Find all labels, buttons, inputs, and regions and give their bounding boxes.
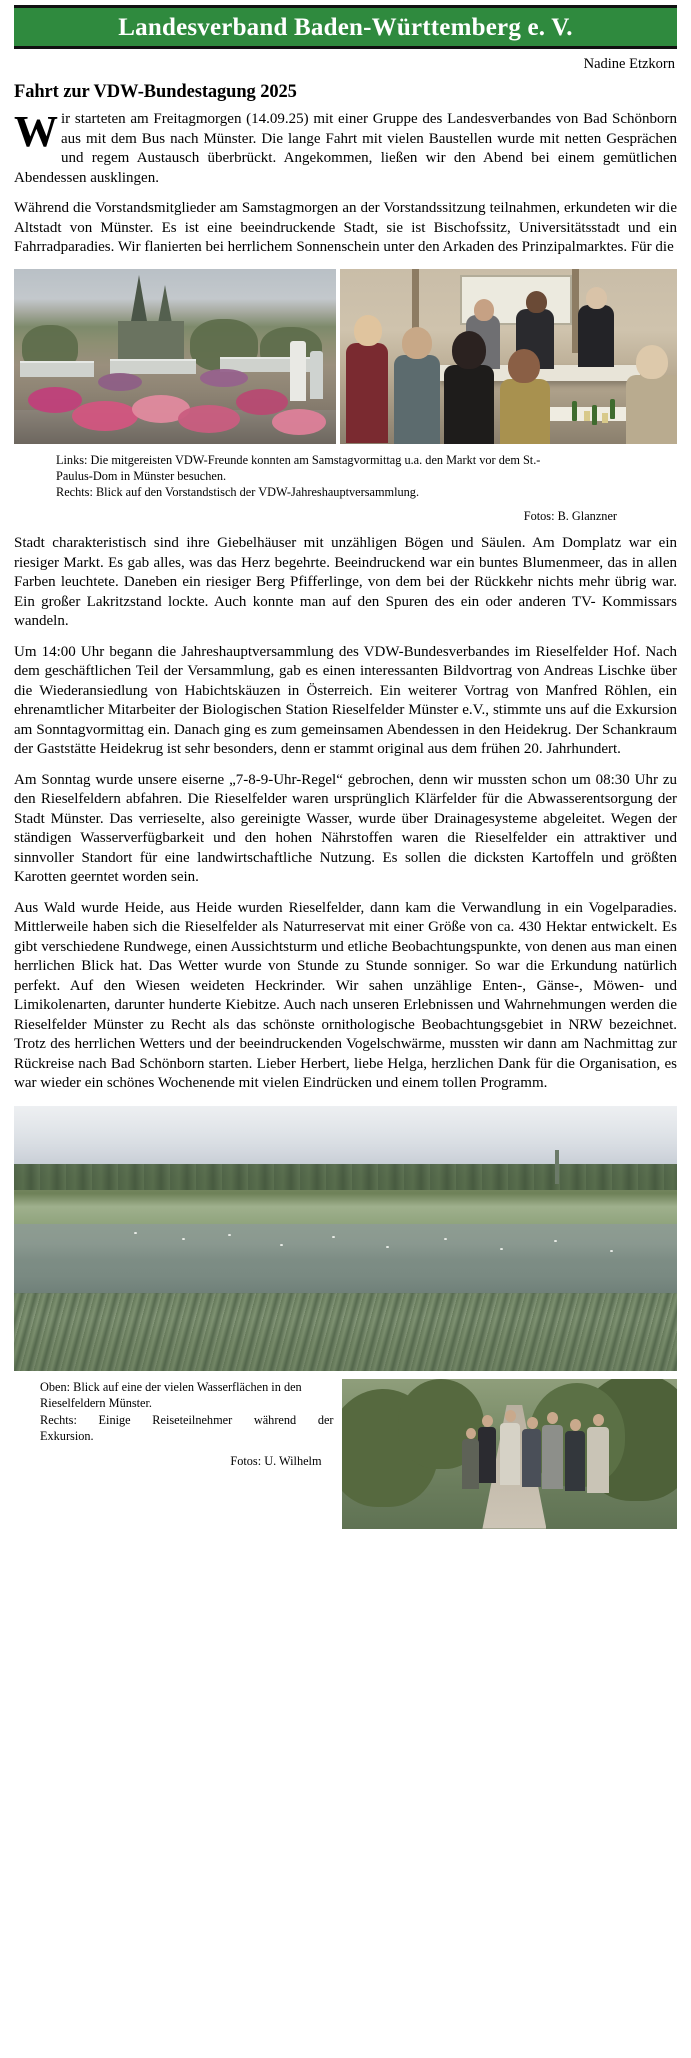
excursion-person bbox=[500, 1423, 520, 1485]
drinking-glass bbox=[602, 413, 608, 423]
figure-bottom-caption-line-1: Oben: Blick auf eine der vielen Wasserflächen in den bbox=[40, 1379, 302, 1394]
person-head bbox=[636, 345, 668, 379]
cathedral-spire-icon bbox=[130, 275, 148, 327]
bird bbox=[182, 1238, 185, 1240]
bird bbox=[280, 1244, 283, 1246]
person-head bbox=[526, 291, 547, 313]
person-head bbox=[474, 299, 494, 321]
person-torso bbox=[346, 343, 388, 443]
author-byline: Nadine Etzkorn bbox=[583, 56, 675, 72]
figure-bottom-caption-line-3: Rechts: Einige Reiseteilnehmer während der bbox=[40, 1412, 334, 1427]
excursion-person bbox=[542, 1425, 563, 1489]
excursion-person-head bbox=[505, 1410, 516, 1422]
drinking-glass bbox=[584, 411, 590, 421]
flower-bed bbox=[72, 401, 138, 431]
excursion-person bbox=[462, 1439, 479, 1489]
newsletter-page bbox=[0, 5, 691, 2058]
market-stall bbox=[20, 361, 94, 377]
market-visitor bbox=[310, 351, 323, 399]
person-head bbox=[508, 349, 540, 383]
figure-top-credit: Fotos: B. Glanzner bbox=[523, 509, 617, 524]
bottle bbox=[572, 401, 577, 421]
article-paragraph-6: Aus Wald wurde Heide, aus Heide wurden Rieselfelder, dann kam die Verwandlung in ein Vogelparadies. Mittlerweile haben sich die Rieselfelder als Naturreservat mit einer Größe von ca. 430 Hektar entwickelt. Es gibt verschiedene Rundwege, einen Aussichtsturm und etliche Beobachtungspunkte, von denen aus man einen herrlichen Blick hat. Das Wetter wurde von Stunde zu Stunde sonniger. So war die Erkundung natürlich perfekt. Auf den Wiesen weideten Heckrinder. Wir sahen unzählige Enten-, Gänse-, Möwen- und Limikolenarten, darunter hunderte Kiebitze. Auch nach unseren Erlebnissen und Wahrnehmungen werden die Rieselfelder Münster zu Recht als das schönste ornithologische Beobachtungsgebiet in NRW bezeichnet. Trotz des herrlichen Wetters und der beeindruckenden Vogelschwärme, mussten wir dann am Nachmittag zur Rückreise nach Bad Schönborn starten. Lieber Herbert, liebe Helga, herzlichen Dank für die Organisation, es war wieder ein schönes Wochenende mit vielen Eindrücken und einem tollen Programm. bbox=[14, 899, 677, 1092]
market-stall bbox=[110, 359, 196, 374]
figure-top-photo-row bbox=[14, 269, 677, 444]
article-title: Fahrt zur VDW-Bundestagung 2025 bbox=[14, 82, 297, 102]
figure-bottom-credit: Fotos: U. Wilhelm bbox=[230, 1454, 322, 1469]
masthead-banner bbox=[14, 5, 677, 49]
person-torso bbox=[500, 379, 550, 444]
bottle bbox=[592, 405, 597, 425]
person-torso bbox=[626, 375, 677, 444]
masthead-title: Landesverband Baden-Württemberg e. V. bbox=[118, 13, 573, 41]
bird bbox=[444, 1238, 447, 1240]
flower-bed bbox=[200, 369, 248, 387]
distant-treeline bbox=[14, 1164, 677, 1190]
figure-bottom-caption bbox=[14, 1379, 334, 1529]
figure-top-caption bbox=[56, 452, 677, 501]
excursion-person bbox=[522, 1429, 541, 1487]
excursion-person-head bbox=[527, 1417, 538, 1429]
article-paragraph-5: Am Sonntag wurde unsere eiserne „7-8-9-Uhr-Regel“ gebrochen, denn wir mussten schon um 08:30 Uhr zu den Rieselfeldern abfahren. Die Rieselfelder waren ursprünglich Klärfelder für die Abwasserentsorgung der Stadt Münster. Das verrieselte, also gereinigte Wasser, wurde über Drainagesysteme abgeleitet. Wegen der ständigen Wasserverfügbarkeit und den hohen Nährstoffen waren die Rieselfelder ein attraktiver und sinnvoller Standort für eine landwirtschaftliche Nutzung. Es sollen die dicksten Kartoffeln und größten Karotten geerntet worden sein. bbox=[14, 771, 677, 886]
figure-top-caption-line-2: Paulus-Dom in Münster besuchen. bbox=[56, 468, 227, 483]
person-torso bbox=[394, 355, 440, 444]
excursion-person-head bbox=[547, 1412, 558, 1424]
drop-cap-letter: W bbox=[14, 107, 58, 156]
excursion-person-head bbox=[593, 1414, 604, 1426]
figure-top-caption-line-1: Links: Die mitgereisten VDW-Freunde konnten am Samstagvormittag u.a. den Markt vor dem St.- bbox=[56, 452, 541, 467]
article-paragraph-2: Während die Vorstandsmitglieder am Samstagmorgen an der Vorstandssitzung teilnahmen, erkundeten wir die Altstadt von Münster. Es ist eine beeindruckende Stadt, sie ist Bischofssitz, Universitätsstadt und ein Fahrradparadies. Wir flanierten bei herrlichem Sonnenschein unter den Arkaden des Prinzipalmarktes. Für die bbox=[14, 200, 677, 255]
excursion-person-head bbox=[570, 1419, 581, 1431]
bottle bbox=[610, 399, 615, 419]
excursion-person bbox=[587, 1427, 609, 1493]
photo-market-cathedral bbox=[14, 269, 336, 444]
article-paragraph-4: Um 14:00 Uhr begann die Jahreshauptversammlung des VDW-Bundesverbandes im Rieselfelder Hof. Nach dem geschäftlichen Teil der Versammlung, gab es einen interessanten Bildvortrag von Andreas Lischke über die Wiederansiedlung von Habichtskäuzen in Österreich. Ein weiterer Vortrag von Manfred Röhlen, ein ehrenamtlicher Mitarbeiter der Biologischen Station Rieselfelder Münster e.V., stimmte uns auf die Exkursion am Sonntagvormittag ein. Danach ging es zum gemeinsamen Abendessen in den Heidekrug. Der Schankraum der Gaststätte Heidekrug ist sehr besonders, denn er stammt original aus dem frühen 20. Jahrhundert. bbox=[14, 643, 677, 758]
photo-rieselfelder-wetland bbox=[14, 1106, 677, 1371]
bird bbox=[500, 1248, 503, 1250]
bird bbox=[554, 1240, 557, 1242]
person-head bbox=[586, 287, 607, 309]
bird bbox=[332, 1236, 335, 1238]
person-head bbox=[354, 315, 382, 346]
article-paragraph-3: Stadt charakteristisch sind ihre Giebelhäuser mit unzähligen Bögen und Säulen. Am Domplatz war ein riesiger Markt. Es gab alles, was das Herz begehrte. Beeindruckend war ein buntes Blumenmeer, das in allen Farben leuchtete. Daneben ein riesiger Berg Pfifferlinge, von dem bei der Rückkehr nichts mehr übrig war. Ein großer Lakritzstand lockte. Auch konnte man auf den Spuren des ein oder anderen TV- Kommissars wandeln. bbox=[14, 535, 677, 630]
market-visitor bbox=[290, 341, 306, 401]
reed-vegetation bbox=[14, 1293, 677, 1371]
flower-bed bbox=[178, 405, 240, 433]
figure-top-caption-line-3: Rechts: Blick auf den Vorstandstisch der VDW-Jahreshauptversammlung. bbox=[56, 484, 420, 499]
figure-bottom-caption-line-4: Exkursion. bbox=[40, 1429, 94, 1444]
figure-bottom-block bbox=[14, 1379, 677, 1529]
bird bbox=[610, 1250, 613, 1252]
bird bbox=[134, 1232, 137, 1234]
photo-board-meeting bbox=[340, 269, 677, 444]
excursion-person bbox=[478, 1427, 496, 1483]
person-torso bbox=[578, 305, 614, 367]
bird bbox=[386, 1246, 389, 1248]
bird bbox=[228, 1234, 231, 1236]
excursion-person-head bbox=[482, 1415, 493, 1427]
flower-bed bbox=[272, 409, 326, 435]
sky-haze bbox=[14, 1106, 677, 1166]
excursion-person-head bbox=[466, 1428, 476, 1439]
excursion-person bbox=[565, 1431, 585, 1491]
observation-tower bbox=[555, 1150, 559, 1184]
flower-bed bbox=[98, 373, 142, 391]
person-torso bbox=[444, 365, 494, 444]
person-head bbox=[452, 331, 486, 369]
article-paragraph-1 bbox=[14, 107, 677, 188]
article-paragraph-1-text: ir starteten am Freitagmorgen (14.09.25) mit einer Gruppe des Landesverbandes von Bad Schönborn aus mit dem Bus nach Münster. Die lange Fahrt mit vielen Baustellen wurde mit netten Gesprächen und regem Austausch überbrückt. Angekommen, ließen wir den Abend bei einem gemütlichen Abendessen ausklingen. bbox=[14, 111, 677, 186]
flower-bed bbox=[236, 389, 288, 415]
photo-excursion-group bbox=[342, 1379, 677, 1529]
person-head bbox=[402, 327, 432, 359]
flower-bed bbox=[28, 387, 82, 413]
figure-bottom-caption-line-2: Rieselfeldern Münster. bbox=[40, 1396, 153, 1411]
water-surface bbox=[14, 1224, 677, 1294]
